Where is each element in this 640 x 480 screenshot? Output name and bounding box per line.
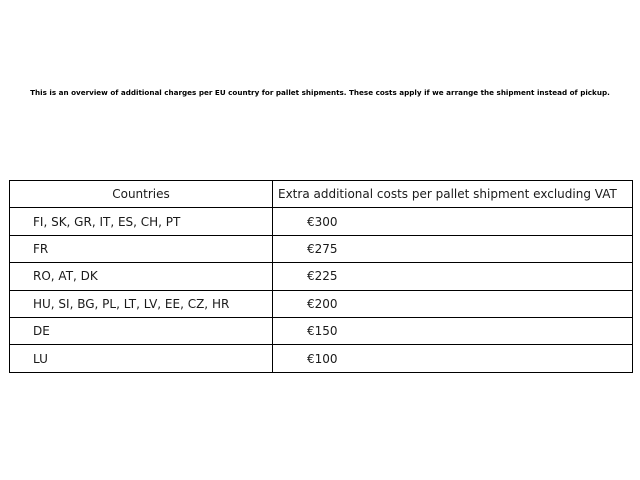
cost-cell: €200 [273, 290, 633, 317]
countries-cell: HU, SI, BG, PL, LT, LV, EE, CZ, HR [10, 290, 273, 317]
countries-cell: DE [10, 317, 273, 344]
countries-column-header: Countries [10, 181, 273, 208]
cost-column-header: Extra additional costs per pallet shipment excluding VAT [273, 181, 633, 208]
table-row [10, 208, 633, 235]
cost-cell: €275 [273, 235, 633, 262]
table-row [10, 345, 633, 372]
cost-cell: €225 [273, 263, 633, 290]
cost-cell: €150 [273, 317, 633, 344]
cost-cell: €300 [273, 208, 633, 235]
cost-cell: €100 [273, 345, 633, 372]
table-row [10, 290, 633, 317]
table-row [10, 235, 633, 262]
countries-cell: FR [10, 235, 273, 262]
table-header-row [10, 181, 633, 208]
table-row [10, 263, 633, 290]
countries-cell: RO, AT, DK [10, 263, 273, 290]
table-row [10, 317, 633, 344]
countries-cell: FI, SK, GR, IT, ES, CH, PT [10, 208, 273, 235]
charges-table [9, 180, 633, 373]
countries-cell: LU [10, 345, 273, 372]
intro-text: This is an overview of additional charges per EU country for pallet shipments. These costs apply if we arrange the shipment instead of pickup. [30, 88, 610, 97]
